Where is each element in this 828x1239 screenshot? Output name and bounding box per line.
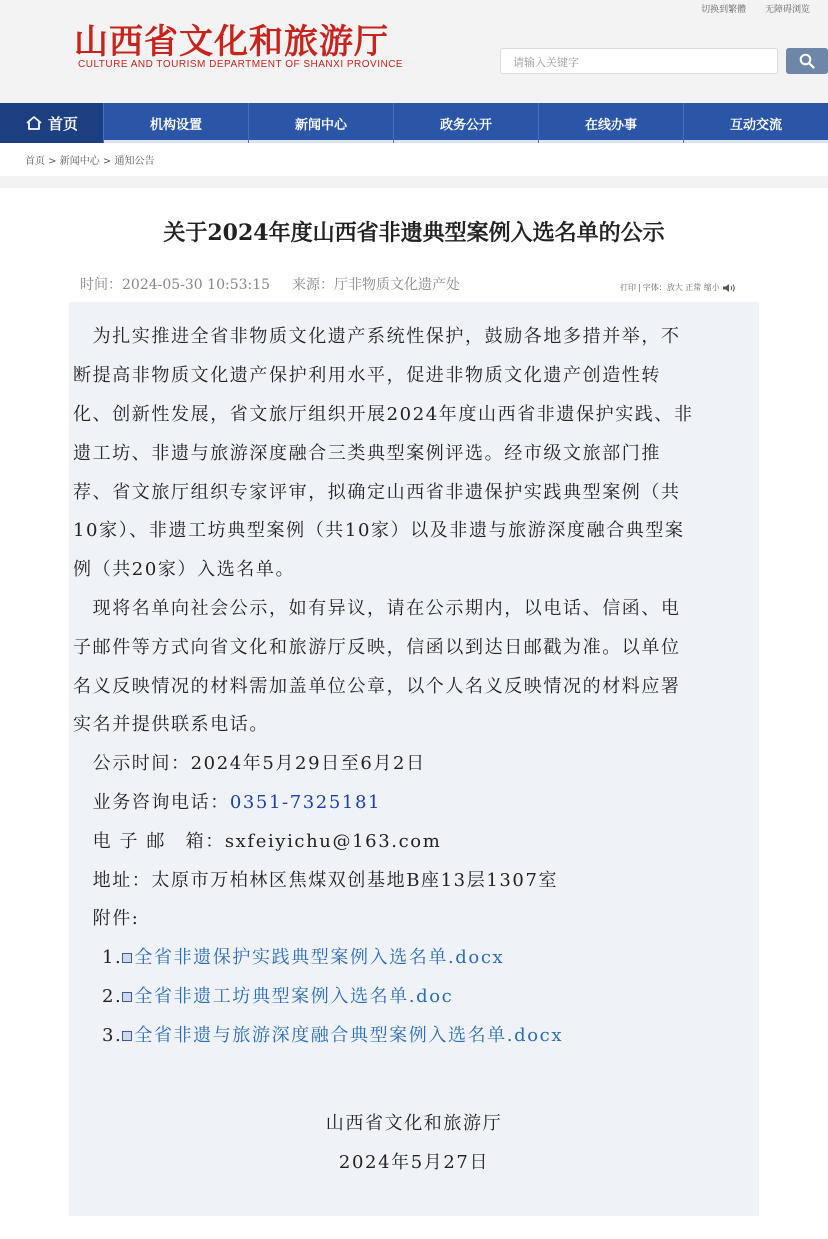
article-body <box>69 302 759 1216</box>
nav-item-online-services[interactable]: 在线办事 <box>538 103 683 143</box>
print-link[interactable]: 打印 <box>620 283 636 292</box>
phone-label: 业务咨询电话： <box>73 792 230 813</box>
paragraph-line: 现将名单向社会公示，如有异议，请在公示期内，以电话、信函、电 <box>73 598 681 619</box>
breadcrumb-notices[interactable]: 通知公告 <box>114 156 155 167</box>
document-icon <box>122 992 132 1002</box>
attachment-number: 2. <box>102 986 123 1007</box>
accessibility-link[interactable]: 无障碍浏览 <box>764 5 810 15</box>
contact-email: 电 子 邮 箱：sxfeiyichu@163.com <box>73 831 442 852</box>
source-value: 厅非物质文化遗产处 <box>334 277 461 293</box>
attachments-label: 附件: <box>73 908 140 929</box>
contact-address: 地址：太原市万柏林区焦煤双创基地B座13层1307室 <box>73 870 559 891</box>
paragraph-line: 子邮件等方式向省文化和旅游厅反映，信函以到达日邮戳为准。以单位 <box>73 637 681 658</box>
attachment-number: 3. <box>102 1025 123 1046</box>
main-nav <box>0 103 828 143</box>
nav-item-interaction[interactable]: 互动交流 <box>683 103 828 143</box>
article-meta <box>80 274 460 294</box>
font-label: 字体： <box>642 283 667 292</box>
font-large-link[interactable]: 放大 <box>666 283 683 292</box>
attachment-link[interactable]: 全省非遗工坊典型案例入选名单.doc <box>134 986 454 1007</box>
article-tools: 打印 | 字体： 放大 正常 缩小 <box>620 282 736 293</box>
switch-traditional-link[interactable]: 切换到繁體 <box>701 5 747 15</box>
signature-organization: 山西省文化和旅游厅 <box>325 1113 503 1134</box>
attachment-item <box>102 982 453 1008</box>
nav-item-government-affairs[interactable]: 政务公开 <box>393 103 538 143</box>
attachment-link[interactable]: 全省非遗保护实践典型案例入选名单.docx <box>134 947 505 968</box>
search-icon <box>799 53 815 69</box>
breadcrumb-home[interactable]: 首页 <box>25 156 45 167</box>
speaker-icon[interactable] <box>722 283 736 293</box>
paragraph-line: 化、创新性发展，省文旅厅组织开展2024年度山西省非遗保护实践、非 <box>73 404 694 425</box>
attachment-item <box>102 1021 563 1047</box>
paragraph-line: 荐、省文旅厅组织专家评审，拟确定山西省非遗保护实践典型案例（共 <box>73 482 681 503</box>
paragraph-line: 为扎实推进全省非物质文化遗产系统性保护，鼓励各地多措并举，不 <box>73 326 681 347</box>
paragraph-line: 10家）、非遗工坊典型案例（共10家）以及非遗与旅游深度融合典型案 <box>73 520 685 541</box>
search-button[interactable] <box>786 48 828 74</box>
contact-phone <box>73 788 381 814</box>
nav-home[interactable] <box>0 103 103 143</box>
breadcrumb-news[interactable]: 新闻中心 <box>59 156 100 167</box>
search-input[interactable]: 请输入关键字 <box>500 48 778 74</box>
source-label: 来源： <box>292 277 335 293</box>
signature-date: 2024年5月27日 <box>338 1152 490 1173</box>
breadcrumb: 首页 > 新闻中心 > 通知公告 <box>25 156 155 167</box>
attachment-link[interactable]: 全省非遗与旅游深度融合典型案例入选名单.docx <box>134 1025 564 1046</box>
publish-time: 2024-05-30 10:53:15 <box>122 277 271 293</box>
site-logo-subtitle: CULTURE AND TOURISM DEPARTMENT OF SHANXI PROVINCE <box>78 59 404 70</box>
font-normal-link[interactable]: 正常 <box>685 283 702 292</box>
paragraph-line: 断提高非物质文化遗产保护利用水平，促进非物质文化遗产创造性转 <box>73 365 661 386</box>
paragraph-line: 遗工坊、非遗与旅游深度融合三类典型案例评选。经市级文旅部门推 <box>73 443 661 464</box>
page-title: 关于2024年度山西省非遗典型案例入选名单的公示 <box>163 220 665 246</box>
document-icon <box>122 953 132 963</box>
site-header <box>0 0 828 103</box>
phone-number[interactable]: 0351-7325181 <box>229 792 382 813</box>
attachment-item <box>102 943 504 969</box>
font-small-link[interactable]: 缩小 <box>703 283 720 292</box>
attachment-number: 1. <box>102 947 123 968</box>
top-links <box>685 2 810 15</box>
paragraph-line: 实名并提供联系电话。 <box>73 714 269 735</box>
divider-band <box>0 176 828 188</box>
nav-home-label: 首页 <box>47 114 78 133</box>
site-logo-title[interactable]: 山西省文化和旅游厅 <box>74 22 389 62</box>
nav-item-news[interactable]: 新闻中心 <box>248 103 393 143</box>
home-icon <box>25 115 43 131</box>
paragraph-line: 名义反映情况的材料需加盖单位公章，以个人名义反映情况的材料应署 <box>73 676 681 697</box>
paragraph-line: 例（共20家）入选名单。 <box>73 559 296 580</box>
notice-period: 公示时间：2024年5月29日至6月2日 <box>73 753 426 774</box>
time-label: 时间： <box>80 277 122 293</box>
document-icon <box>122 1031 132 1041</box>
nav-item-organization[interactable]: 机构设置 <box>103 103 248 143</box>
